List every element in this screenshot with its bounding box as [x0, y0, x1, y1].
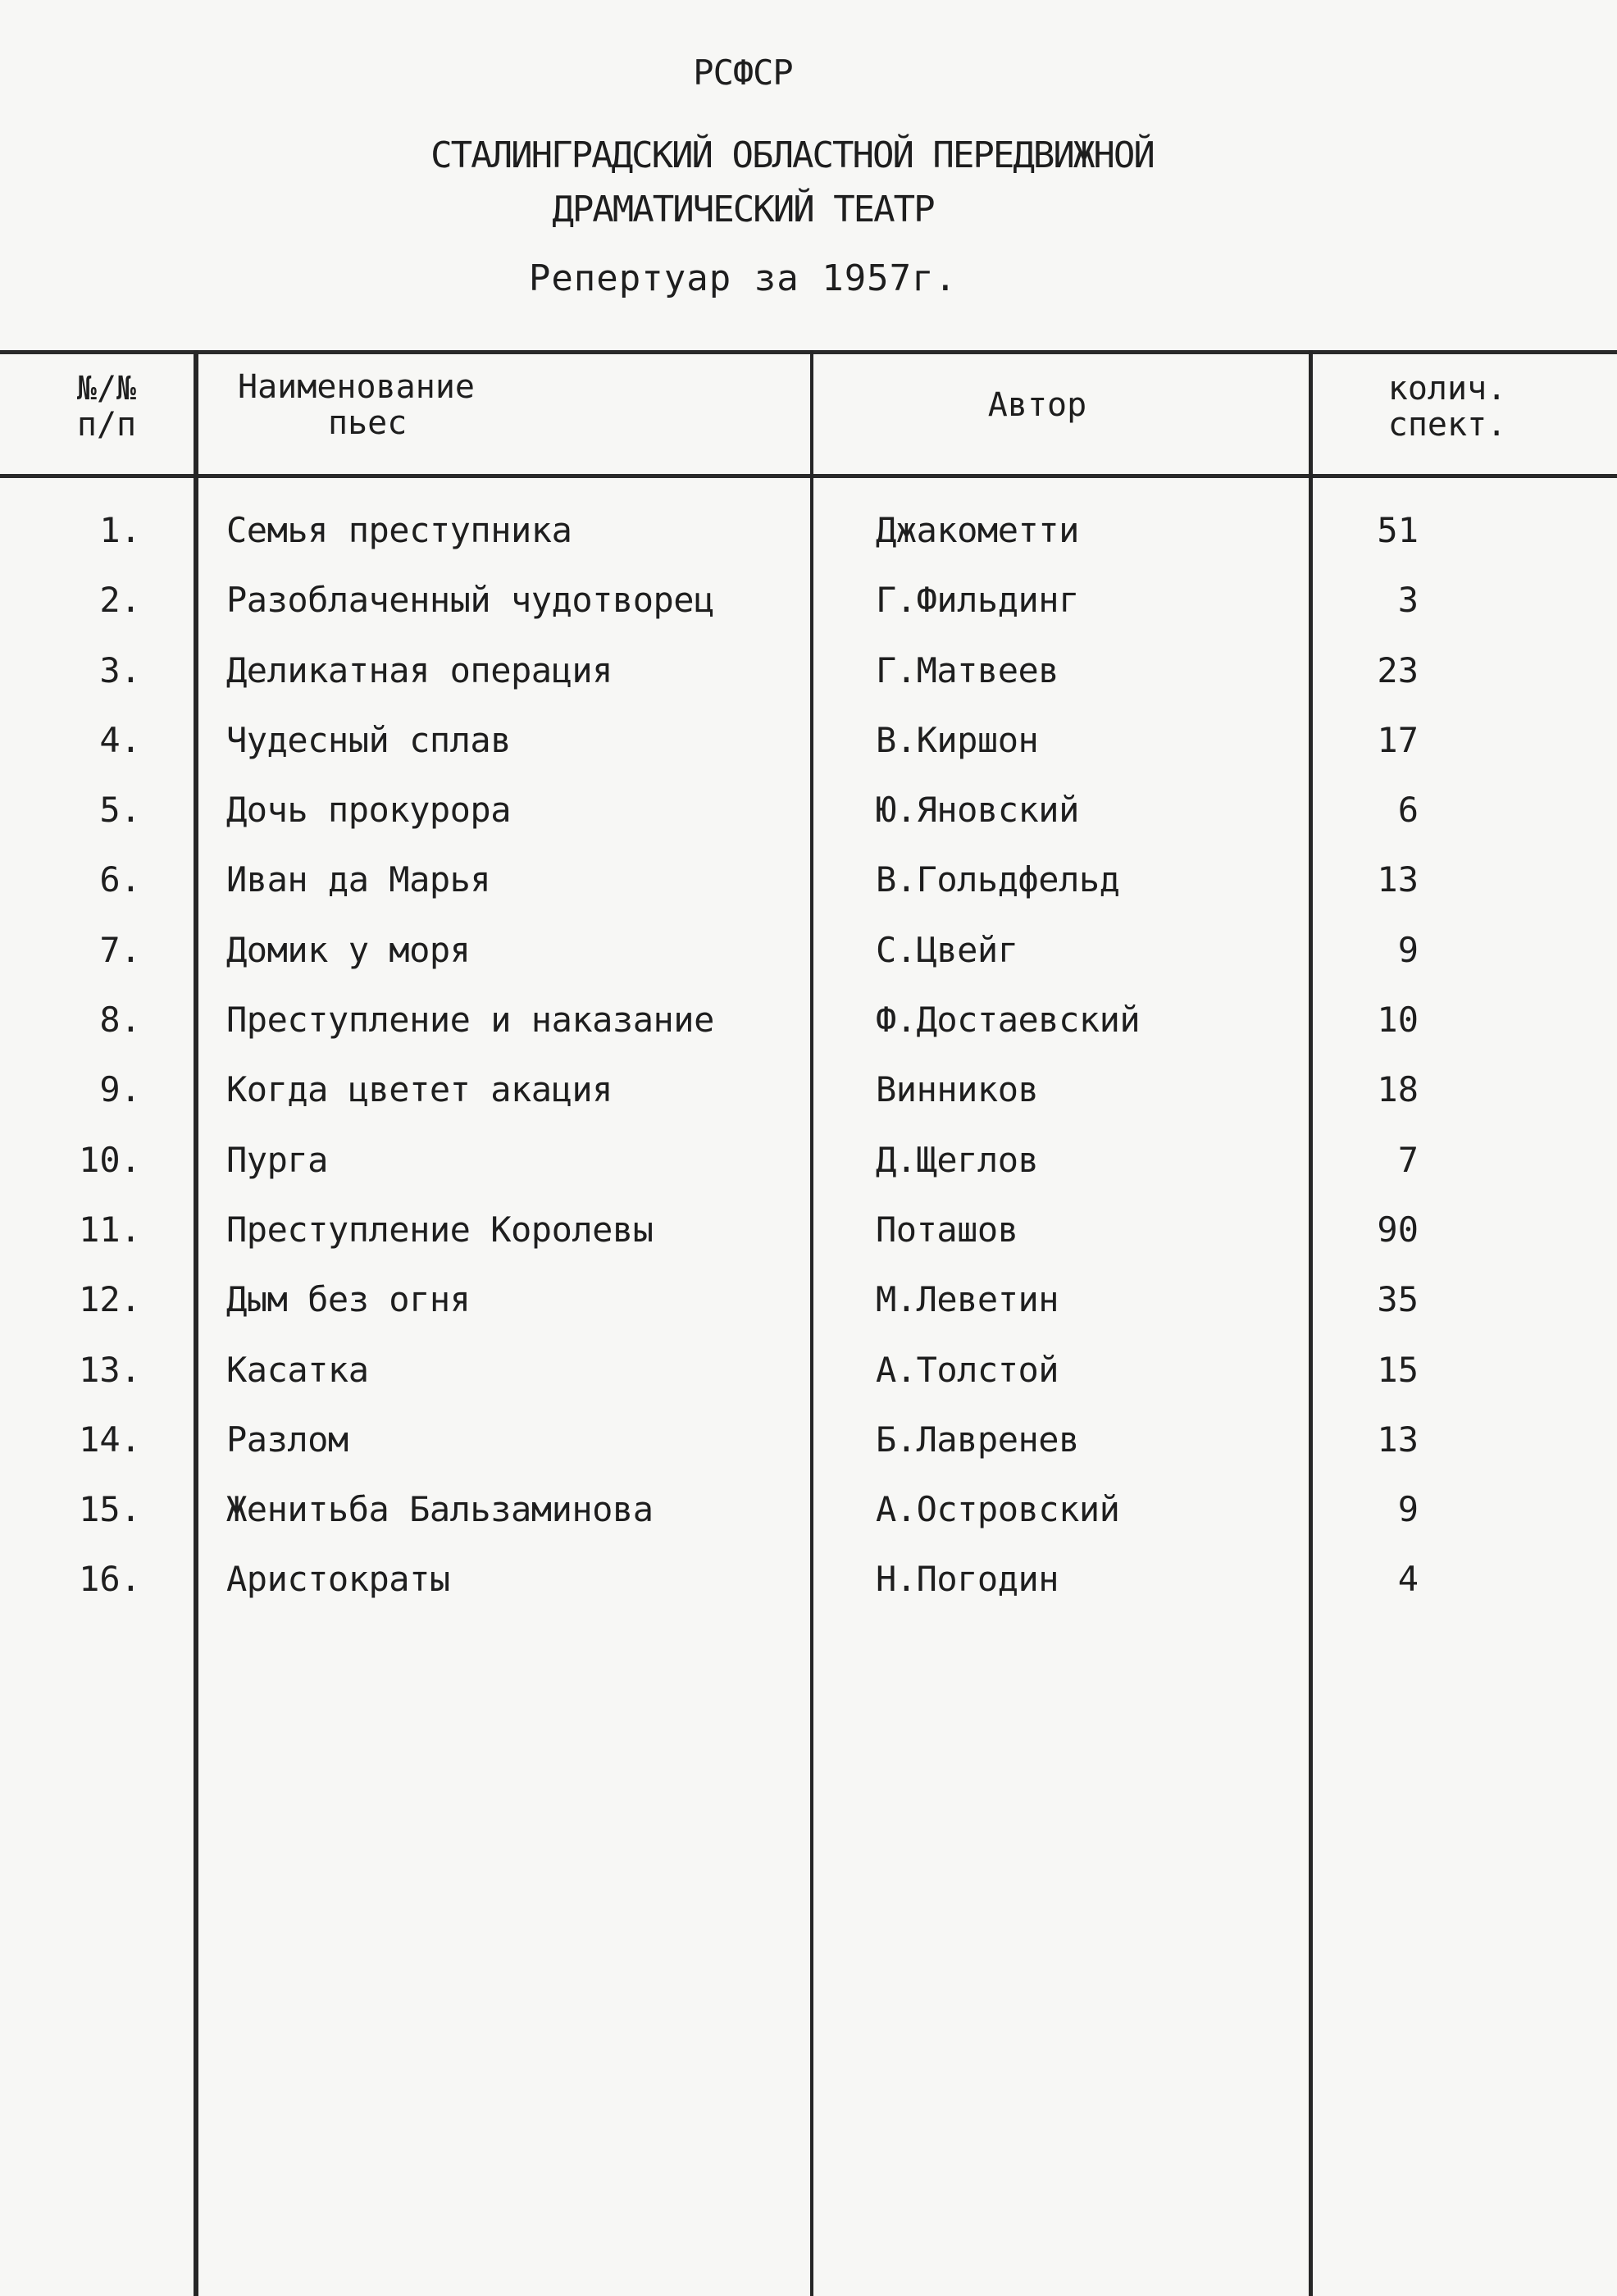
author-name: В.Киршон	[876, 719, 1039, 760]
performance-count: 7	[1397, 1139, 1419, 1180]
author-name: Винников	[876, 1069, 1039, 1110]
play-title: Чудесный сплав	[226, 719, 512, 760]
row-number: 16.	[79, 1559, 141, 1600]
author-name: А.Толстой	[876, 1349, 1059, 1390]
play-title: Иван да Марья	[226, 859, 491, 900]
header-play-line2: пьес	[328, 404, 408, 442]
organization-name-line2: ДРАМАТИЧЕСКИЙ ТЕАТР	[552, 189, 934, 230]
row-number: 9.	[99, 1069, 141, 1110]
performance-count: 17	[1377, 719, 1419, 760]
play-title: Дочь прокурора	[226, 790, 512, 831]
header-play-title	[238, 369, 475, 441]
header-number-line1: №/№	[76, 370, 137, 408]
row-number: 13.	[79, 1349, 141, 1390]
header-number-line2: п/п	[76, 406, 137, 444]
table-row	[0, 502, 1617, 572]
repertoire-title: Репертуар за 1957г.	[528, 257, 958, 299]
table-top-rule	[0, 350, 1617, 354]
row-number: 11.	[79, 1209, 141, 1250]
author-name: Ф.Достаевский	[876, 1000, 1141, 1041]
author-name: Г.Фильдинг	[876, 580, 1079, 621]
table-row	[0, 1481, 1617, 1551]
row-number: 3.	[99, 649, 141, 690]
row-number: 12.	[79, 1279, 141, 1320]
author-name: А.Островский	[876, 1489, 1120, 1530]
performance-count: 13	[1377, 1419, 1419, 1460]
header-number	[49, 371, 164, 443]
play-title: Семья преступника	[226, 510, 572, 550]
play-title: Женитьба Бальзаминова	[226, 1489, 654, 1530]
performance-count: 9	[1397, 1489, 1419, 1530]
table-row	[0, 1342, 1617, 1411]
performance-count: 4	[1397, 1559, 1419, 1600]
author-name: Джакометти	[876, 510, 1079, 550]
author-name: Г.Матвеев	[876, 649, 1059, 690]
row-number: 6.	[99, 859, 141, 900]
table-row	[0, 1551, 1617, 1620]
play-title: Дым без огня	[226, 1279, 471, 1320]
play-title: Когда цветет акация	[226, 1069, 613, 1110]
row-number: 15.	[79, 1489, 141, 1530]
play-title: Пурга	[226, 1139, 328, 1180]
play-title: Преступление Королевы	[226, 1209, 654, 1250]
performance-count: 13	[1377, 859, 1419, 900]
row-number: 5.	[99, 790, 141, 831]
table-row	[0, 1061, 1617, 1131]
performance-count: 15	[1377, 1349, 1419, 1390]
play-title: Деликатная операция	[226, 649, 613, 690]
author-name: Н.Погодин	[876, 1559, 1059, 1600]
performance-count: 51	[1377, 510, 1419, 550]
play-title: Разоблаченный чудотворец	[226, 580, 714, 621]
author-name: Д.Щеглов	[876, 1139, 1039, 1180]
performance-count: 3	[1397, 580, 1419, 621]
author-name: Б.Лавренев	[876, 1419, 1079, 1460]
header-play-line1: Наименование	[238, 368, 475, 406]
table-row	[0, 712, 1617, 781]
author-name: С.Цвейг	[876, 929, 1018, 970]
table-row	[0, 1132, 1617, 1201]
play-title: Касатка	[226, 1349, 369, 1390]
table-row	[0, 1201, 1617, 1271]
row-number: 8.	[99, 1000, 141, 1041]
row-number: 4.	[99, 719, 141, 760]
table-row	[0, 1271, 1617, 1341]
performance-count: 18	[1377, 1069, 1419, 1110]
table-row	[0, 642, 1617, 712]
play-title: Домик у моря	[226, 929, 471, 970]
performance-count: 35	[1377, 1279, 1419, 1320]
author-name: В.Гольдфельд	[876, 859, 1120, 900]
row-number: 10.	[79, 1139, 141, 1180]
header-count-line2: спект.	[1387, 406, 1507, 444]
country-heading: РСФСР	[693, 52, 793, 93]
organization-name-line1: СТАЛИНГРАДСКИЙ ОБЛАСТНОЙ ПЕРЕДВИЖНОЙ	[430, 134, 1154, 176]
table-row	[0, 851, 1617, 921]
header-count-line1: колич.	[1387, 370, 1507, 408]
author-name: М.Леветин	[876, 1279, 1059, 1320]
table-row	[0, 991, 1617, 1061]
row-number: 14.	[79, 1419, 141, 1460]
header-author: Автор	[987, 386, 1087, 424]
play-title: Аристократы	[226, 1559, 450, 1600]
document-header	[0, 0, 1617, 344]
row-number: 7.	[99, 929, 141, 970]
row-number: 1.	[99, 510, 141, 550]
table-header-rule	[0, 474, 1617, 478]
table-row	[0, 781, 1617, 851]
table-row	[0, 922, 1617, 991]
table-row	[0, 1411, 1617, 1481]
performance-count: 9	[1397, 929, 1419, 970]
performance-count: 90	[1377, 1209, 1419, 1250]
author-name: Ю.Яновский	[876, 790, 1079, 831]
performance-count: 10	[1377, 1000, 1419, 1041]
table-body	[0, 502, 1617, 1621]
play-title: Разлом	[226, 1419, 348, 1460]
header-performance-count	[1324, 371, 1570, 443]
row-number: 2.	[99, 580, 141, 621]
author-name: Поташов	[876, 1209, 1018, 1250]
performance-count: 23	[1377, 649, 1419, 690]
play-title: Преступление и наказание	[226, 1000, 714, 1041]
table-row	[0, 572, 1617, 641]
performance-count: 6	[1397, 790, 1419, 831]
